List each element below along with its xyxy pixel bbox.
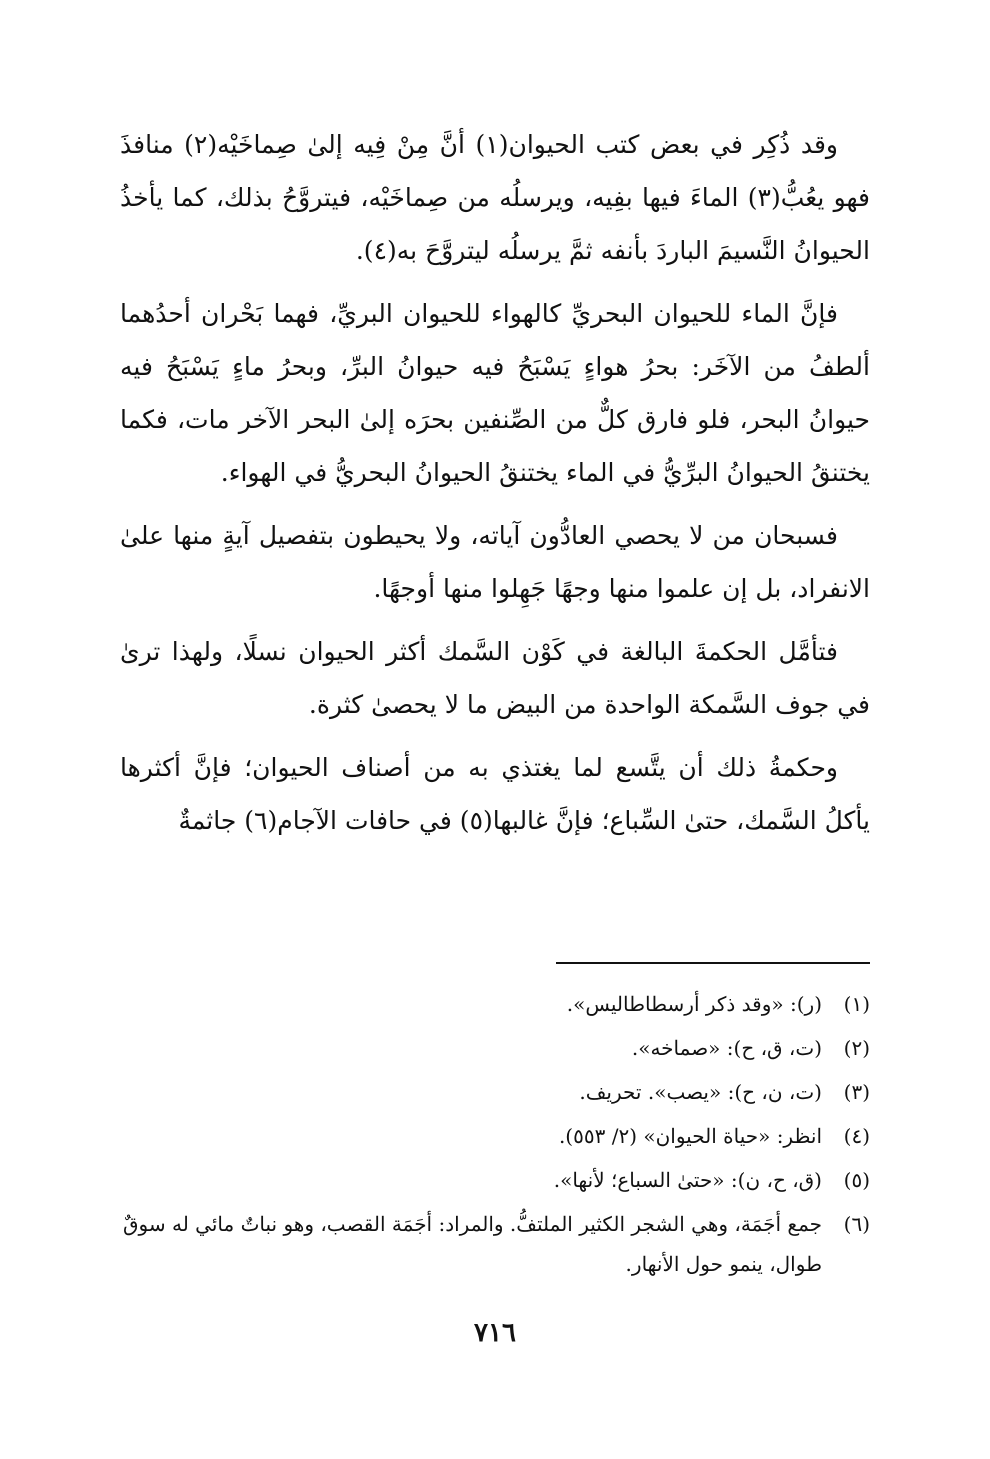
footnote-text: (ت، ن، ح): «يصب». تحريف. <box>579 1080 822 1104</box>
footnote-text: (ر): «وقد ذكر أرسطاطاليس». <box>566 992 822 1016</box>
paragraph-2: فإنَّ الماء للحيوان البحريِّ كالهواء للحيوان البريِّ، فهما بَحْران أحدُهما ألطفُ من الآخَر: بحرُ هواءٍ يَسْبَحُ فيه حيوانُ البرِّ، وبحرُ ماءٍ يَسْبَحُ فيه حيوانُ البحر، فلو فارق كلٌّ من الصِّنفين بحرَه إلىٰ البحر الآخر مات، فكما يختنقُ الحيوانُ البرِّيُّ في الماء يختنقُ الحيوانُ البحريُّ في الهواء. <box>120 299 870 487</box>
footnotes-list <box>120 982 870 1284</box>
footnote-number: (٥) <box>843 1168 870 1192</box>
footnote-3 <box>120 1070 870 1114</box>
footnote-number: (٦) <box>843 1212 870 1236</box>
footnote-number: (٤) <box>843 1124 870 1148</box>
page-number: ٧١٦ <box>474 1318 516 1348</box>
footnote-number: (٢) <box>843 1036 870 1060</box>
footnote-text: (ق، ح، ن): «حتىٰ السباع؛ لأنها». <box>553 1168 822 1192</box>
footnote-number: (١) <box>843 992 870 1016</box>
footnote-text: انظر: «حياة الحيوان» (٢/ ٥٥٣). <box>558 1124 822 1148</box>
footnote-text: جمع أجَمَة، وهي الشجر الكثير الملتفُّ. والمراد: أجَمَة القصب، وهو نباتٌ مائي له سوقٌ طوال، ينمو حول الأنهار. <box>123 1212 822 1276</box>
footnote-5 <box>120 1158 870 1202</box>
footnote-number: (٣) <box>843 1080 870 1104</box>
paragraph-1: وقد ذُكِر في بعض كتب الحيوان(١) أنَّ مِنْ فِيه إلىٰ صِماخَيْه(٢) منافذَ فهو يعُبُّ(٣) الماءَ فيها بفِيه، ويرسلُه من صِماخَيْه، فيتروَّحُ بذلك، كما يأخذُ الحيوانُ النَّسيمَ الباردَ بأنفه ثمَّ يرسلُه ليتروَّحَ به(٤). <box>120 130 871 265</box>
footnote-4 <box>120 1114 870 1158</box>
footnote-divider <box>556 962 870 964</box>
main-text <box>120 118 870 857</box>
paragraph-3: فسبحان من لا يحصي العادُّون آياته، ولا يحيطون بتفصيل آيةٍ منها علىٰ الانفراد، بل إن علموا منها وجهًا جَهِلوا منها أوجهًا. <box>120 521 870 603</box>
paragraph-5: وحكمةُ ذلك أن يتَّسع لما يغتذي به من أصناف الحيوان؛ فإنَّ أكثرها يأكلُ السَّمك، حتىٰ السِّباع؛ فإنَّ غالبها(٥) في حافات الآجام(٦) جاثمةٌ <box>120 753 870 835</box>
paragraph-4: فتأمَّل الحكمةَ البالغة في كَوْن السَّمك أكثر الحيوان نسلًا، ولهذا ترىٰ في جوف السَّمكة الواحدة من البيض ما لا يحصىٰ كثرة. <box>120 637 870 719</box>
footnote-6 <box>120 1202 870 1284</box>
footnote-2 <box>120 1026 870 1070</box>
footnote-1 <box>120 982 870 1026</box>
footnote-text: (ت، ق، ح): «صماخه». <box>631 1036 822 1060</box>
